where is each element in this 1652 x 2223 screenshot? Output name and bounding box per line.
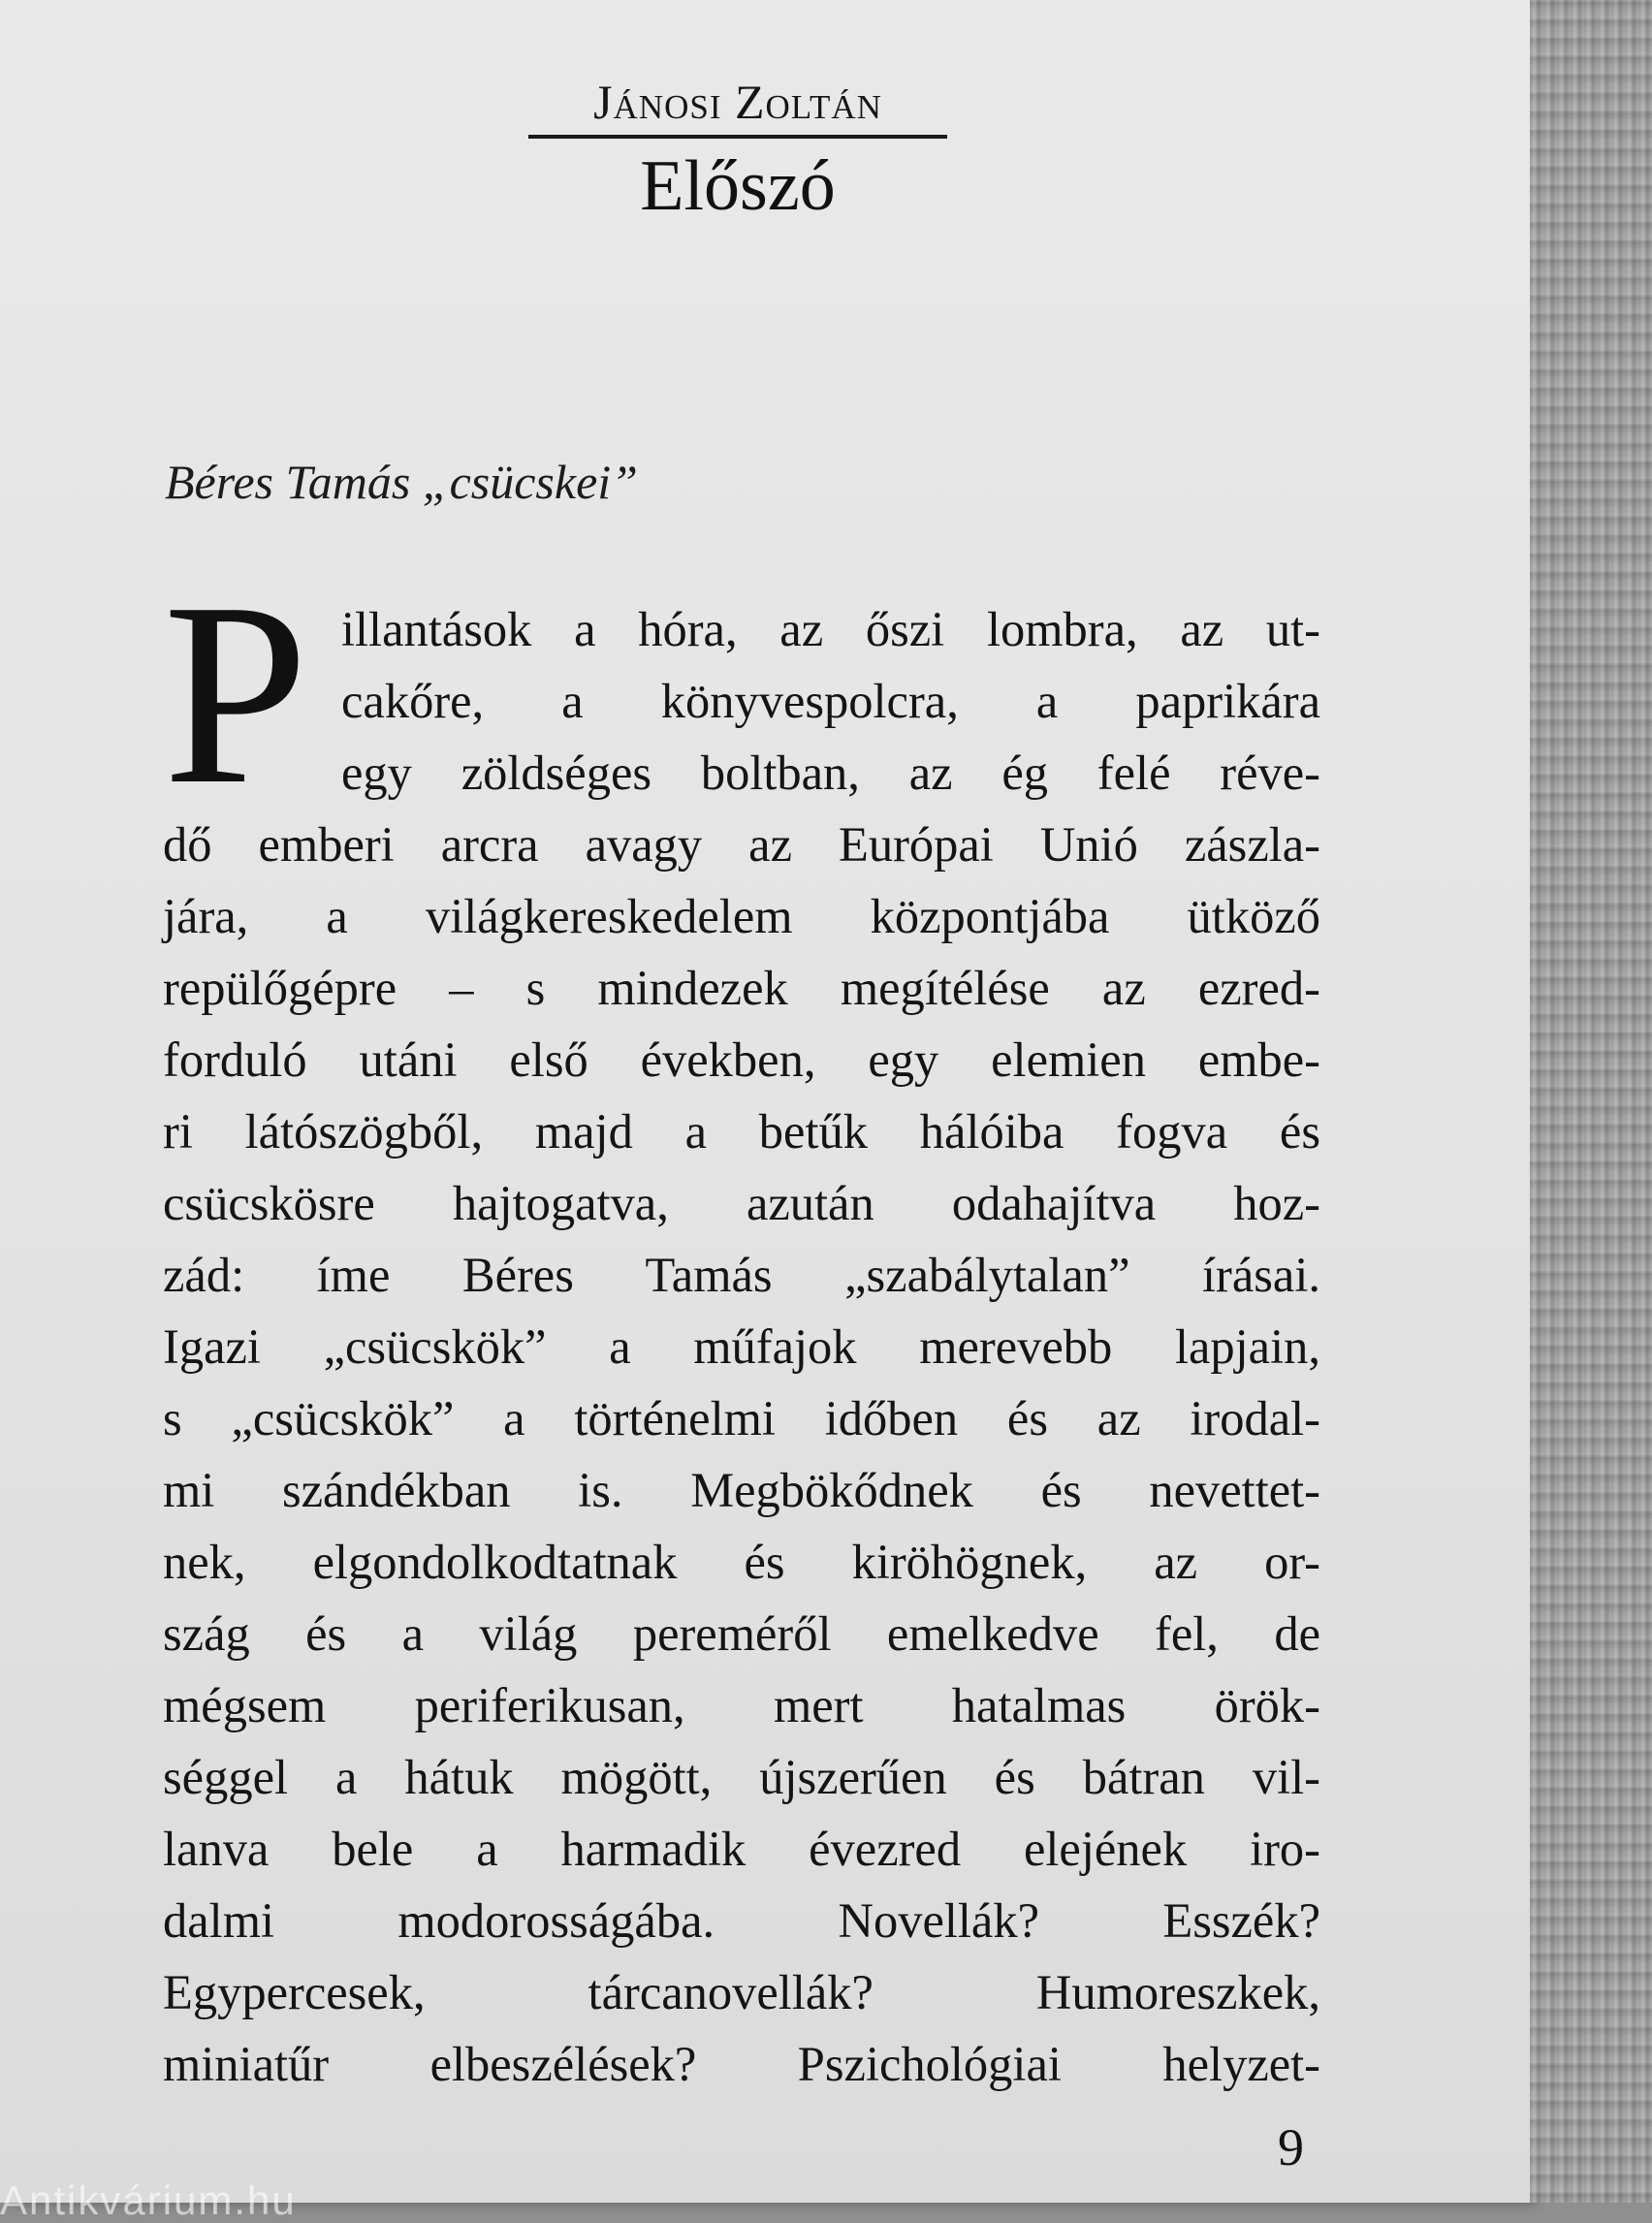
text-line: mi szándékban is. Megbökődnek és nevettet- xyxy=(163,1463,1320,1517)
text-line: lanva bele a harmadik évezred elejének iro- xyxy=(163,1822,1320,1876)
text-line: cakőre, a könyvespolcra, a paprikára xyxy=(341,674,1320,728)
text-line: ri látószögből, majd a betűk hálóiba fogva és xyxy=(163,1104,1320,1159)
title-divider xyxy=(528,135,947,139)
text-line: dalmi modorosságába. Novellák? Esszék? xyxy=(163,1893,1320,1948)
text-line: miniatűr elbeszélések? Pszichológiai helyzet- xyxy=(163,2037,1320,2091)
text-line: Igazi „csücskök” a műfajok merevebb lapjain, xyxy=(163,1319,1320,1374)
text-line: dő emberi arcra avagy az Európai Unió zászla- xyxy=(163,817,1320,872)
text-line: repülőgépre – s mindezek megítélése az ezred- xyxy=(163,961,1320,1015)
author-name: Jánosi Zoltán xyxy=(593,75,882,129)
text-line: séggel a hátuk mögött, újszerűen és bátran vil- xyxy=(163,1750,1320,1804)
watermark: Antikvárium.hu xyxy=(0,2177,297,2223)
text-line: mégsem periferikusan, mert hatalmas örök- xyxy=(163,1678,1320,1732)
text-line: s „csücskök” a történelmi időben és az irodal- xyxy=(163,1391,1320,1445)
text-line: forduló utáni első években, egy elemien embe- xyxy=(163,1032,1320,1087)
text-line: illantások a hóra, az őszi lombra, az ut- xyxy=(341,602,1320,656)
text-line: jára, a világkereskedelem központjába ütköző xyxy=(163,889,1320,943)
text-line: egy zöldséges boltban, az ég felé réve- xyxy=(341,746,1320,800)
chapter-title: Előszó xyxy=(640,146,836,226)
text-line: nek, elgondolkodtatnak és kiröhögnek, az or- xyxy=(163,1535,1320,1589)
section-subtitle: Béres Tamás „csücskei” xyxy=(165,455,638,509)
text-line: szág és a világ pereméről emelkedve fel, de xyxy=(163,1606,1320,1661)
text-line: Egypercesek, tárcanovellák? Humoreszkek, xyxy=(163,1965,1320,2019)
drop-cap: P xyxy=(163,549,309,839)
text-line: zád: íme Béres Tamás „szabálytalan” írásai. xyxy=(163,1248,1320,1302)
page-number: 9 xyxy=(1278,2118,1304,2176)
book-spine-edge xyxy=(1530,0,1652,2203)
text-line: csücskösre hajtogatva, azután odahajítva hoz- xyxy=(163,1176,1320,1230)
